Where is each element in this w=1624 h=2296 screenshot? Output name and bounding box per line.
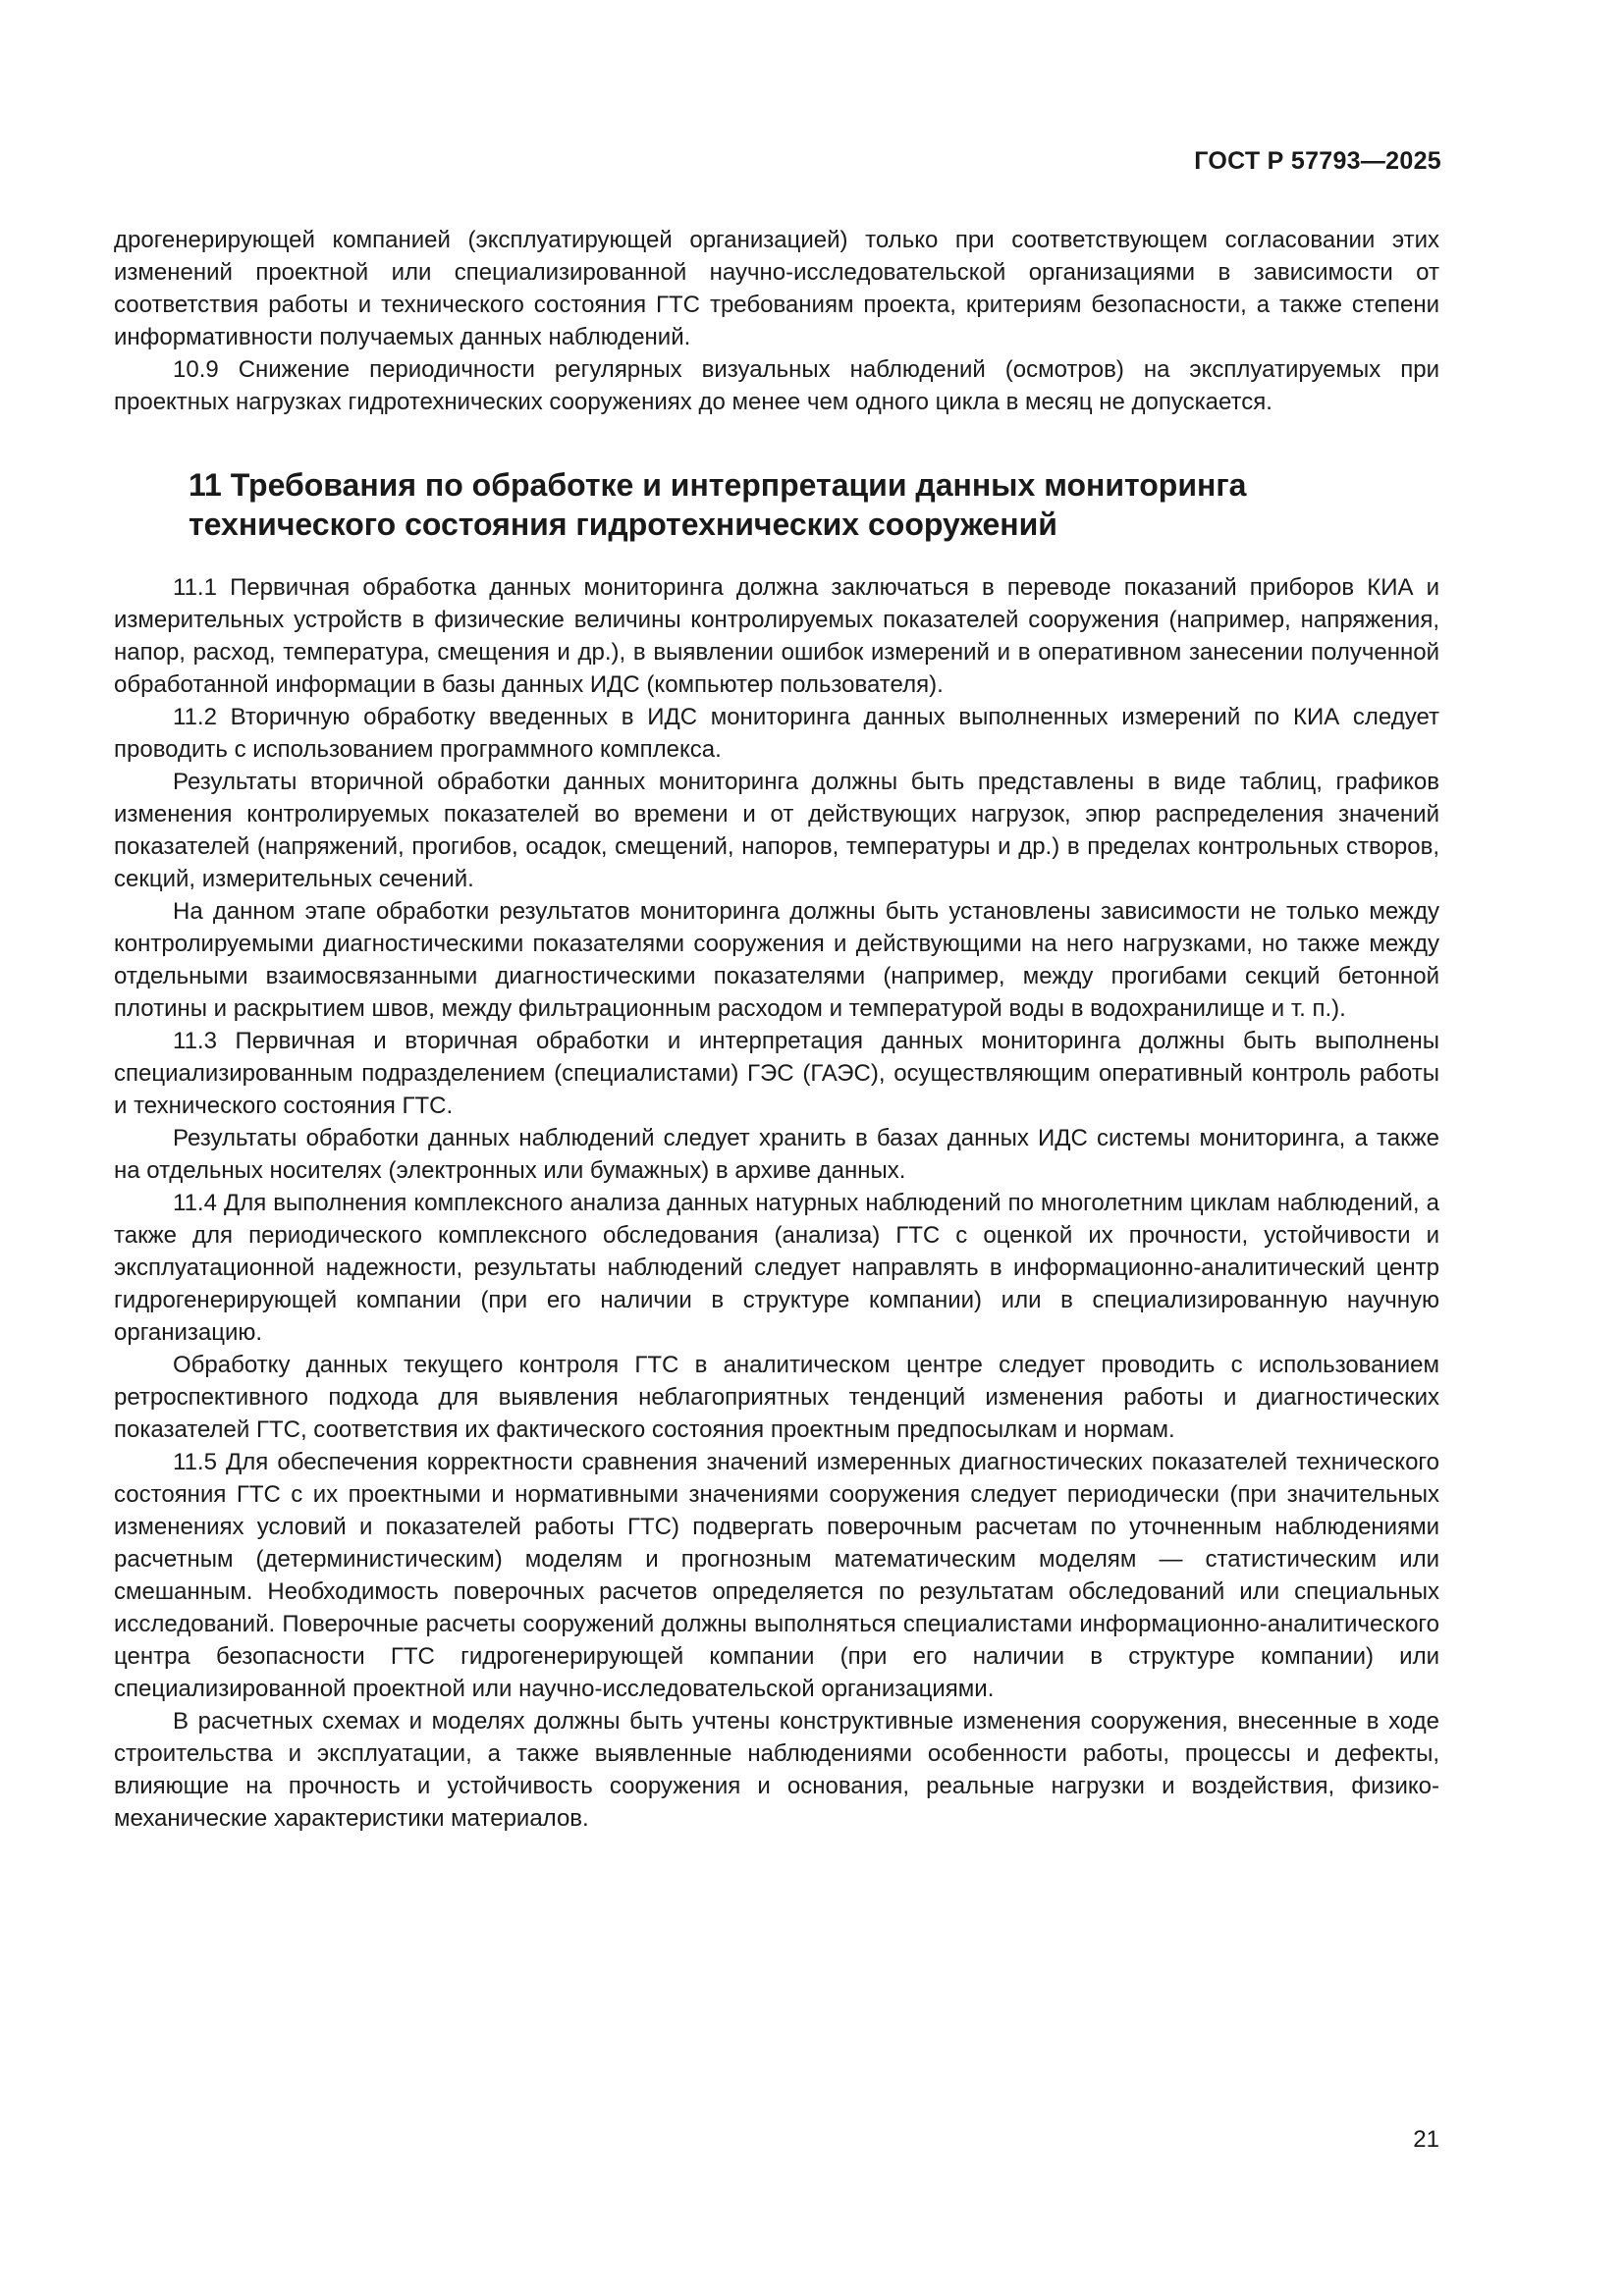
paragraph-11-4: 11.4 Для выполнения комплексного анализа данных натурных наблюдений по многолетним циклам наблюдений, а также для периодического комплексного обследования (анализа) ГТС с оценкой их прочности, устойчивости и эксплуатационной надежности, результаты наблюдений следует направлять в информационно-аналитический центр гидрогенерирующей компании (при его наличии в структуре компании) или в специализированную научную организацию. <box>114 1190 1439 1346</box>
paragraph-11-5: 11.5 Для обеспечения корректности сравнения значений измеренных диагностических показателей технического состояния ГТС с их проектными и нормативными значениями сооружения следует периодически (при значительных изменениях условий и показателей работы ГТС) подвергать поверочным расчетам по уточненным наблюдениями расчетным (детерминистическим) моделям и прогнозным математическим моделям — статистическим или смешанным. Необходимость поверочных расчетов определяется по результатам обследований или специальных исследований. Поверочные расчеты сооружений должны выполняться специалистами информационно-аналитического центра безопасности ГТС гидрогенерирующей компании (при его наличии в структуре компании) или специализированной проектной или научно-исследовательской организациями. <box>114 1449 1439 1702</box>
paragraph-calculation-models: В расчетных схемах и моделях должны быть учтены конструктивные изменения сооружения, внесенные в ходе строительства и эксплуатации, а также выявленные наблюдениями особенности работы, процессы и дефекты, влияющие на прочность и устойчивость сооружения и основания, реальные нагрузки и воздействия, физико-механические характеристики материалов. <box>114 1708 1439 1832</box>
paragraph-10-9: 10.9 Снижение периодичности регулярных визуальных наблюдений (осмотров) на эксплуатируемых при проектных нагрузках гидротехнических сооружениях до менее чем одного цикла в месяц не допускается. <box>114 356 1439 415</box>
paragraph-11-2: 11.2 Вторичную обработку введенных в ИДС мониторинга данных выполненных измерений по КИА следует проводить с использованием программного комплекса. <box>114 704 1439 763</box>
section-11-heading: 11 Требования по обработке и интерпретации данных мониторинга технического состояния гидротехнических сооружений <box>189 467 1247 542</box>
paragraph-secondary-results: Результаты вторичной обработки данных мониторинга должны быть представлены в виде таблиц, графиков изменения контролируемых показателей во времени и от действующих нагрузок, эпюр распределения значений показателей (напряжений, прогибов, осадок, смещений, напоров, температуры и др.) в пределах контрольных створов, секций, измерительных сечений. <box>114 769 1439 892</box>
paragraph-11-3: 11.3 Первичная и вторичная обработки и интерпретация данных мониторинга должны быть выполнены специализированным подразделением (специалистами) ГЭС (ГАЭС), осуществляющим оперативный контроль работы и технического состояния ГТС. <box>114 1028 1439 1119</box>
paragraph-continuation: дрогенерирующей компанией (эксплуатирующей организацией) только при соответствующем согласовании этих изменений проектной или специализированной научно-исследовательской организациями в зависимости от соответствия работы и технического состояния ГТС требованиям проекта, критериям безопасности, а также степени информативности получаемых данных наблюдений. <box>114 227 1439 350</box>
paragraph-data-storage: Результаты обработки данных наблюдений следует хранить в базах данных ИДС системы мониторинга, а также на отдельных носителях (электронных или бумажных) в архиве данных. <box>114 1125 1439 1184</box>
paragraph-retrospective-analysis: Обработку данных текущего контроля ГТС в аналитическом центре следует проводить с использованием ретроспективного подхода для выявления неблагоприятных тенденций изменения работы и диагностических показателей ГТС, соответствия их фактического состояния проектным предпосылкам и нормам. <box>114 1352 1439 1443</box>
page-number: 21 <box>1413 2126 1439 2153</box>
document-code-header: ГОСТ Р 57793—2025 <box>1194 147 1441 175</box>
paragraph-dependencies: На данном этапе обработки результатов мониторинга должны быть установлены зависимости не только между контролируемыми диагностическими показателями сооружения и действующими на него нагрузками, но также между отдельными взаимосвязанными диагностическими показателями (например, между прогибами секций бетонной плотины и раскрытием швов, между фильтрационным расходом и температурой воды в водохранилище и т. п.). <box>114 898 1439 1022</box>
paragraph-11-1: 11.1 Первичная обработка данных мониторинга должна заключаться в переводе показаний приборов КИА и измерительных устройств в физические величины контролируемых показателей сооружения (например, напряжения, напор, расход, температура, смещения и др.), в выявлении ошибок измерений и в оперативном занесении полученной обработанной информации в базы данных ИДС (компьютер пользователя). <box>114 574 1439 698</box>
page-content <box>114 224 1439 1835</box>
